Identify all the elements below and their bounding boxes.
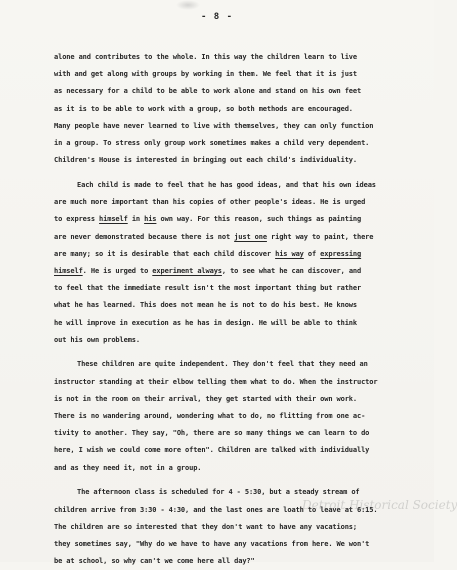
text-run: . He is urged to	[82, 266, 153, 275]
text-line	[54, 83, 410, 100]
document-body	[54, 49, 410, 570]
text-line	[54, 101, 410, 118]
text-run: be at school, so why can't we come here all day?"	[54, 557, 255, 566]
text-line	[54, 49, 410, 66]
text-line	[54, 177, 410, 194]
text-line	[54, 194, 410, 211]
text-run: is not in the room on their arrival, they get started with their own work.	[54, 394, 357, 403]
text-line	[54, 408, 410, 425]
paragraph	[54, 49, 410, 169]
text-run: alone and contributes to the whole. In this way the children learn to live	[54, 53, 357, 61]
page-number: - 8 -	[200, 12, 234, 22]
text-line	[54, 502, 410, 519]
text-run: in a group. To stress only group work sometimes makes a child very dependent.	[54, 139, 370, 148]
underlined-text: himself	[54, 266, 83, 275]
text-line	[54, 519, 410, 536]
text-line	[54, 152, 410, 169]
text-run: with and get along with groups by working in them. We feel that it is just	[54, 70, 357, 79]
text-run: of	[303, 249, 321, 258]
text-run: Children's House is interested in bringing out each child's individuality.	[54, 156, 357, 165]
text-run: they sometimes say, "Why do we have to have any vacations from here. We won't	[54, 539, 370, 548]
paper-smudge	[176, 0, 200, 10]
text-run: children arrive from 3:30 - 4:30, and the last ones are loath to leave at 6:15.	[54, 505, 378, 514]
underlined-text: his way	[275, 249, 304, 258]
text-run: and as they need it, not in a group.	[54, 463, 202, 472]
text-run: in	[127, 215, 145, 224]
text-run: are never demonstrated because there is not	[54, 232, 235, 241]
text-line	[54, 425, 410, 442]
text-line	[54, 246, 410, 263]
underlined-text: his	[144, 215, 157, 224]
text-line	[54, 280, 410, 297]
text-run: as it is to be able to work with a group, so both methods are encouraged.	[54, 104, 353, 113]
text-run: he will improve in execution as he has in design. He will be able to think	[54, 318, 357, 327]
text-line	[54, 536, 410, 553]
text-line	[54, 484, 410, 501]
text-line	[54, 135, 410, 152]
text-run: to express	[54, 215, 100, 224]
text-line	[54, 374, 410, 391]
underlined-text: expressing	[320, 249, 362, 258]
paragraph	[54, 356, 410, 476]
text-run: The afternoon class is scheduled for 4 - 5:30, but a steady stream of	[77, 488, 360, 497]
underlined-text: experiment always	[152, 266, 222, 275]
text-run: to feel that the immediate result isn't the most important thing but rather	[54, 284, 362, 293]
text-run: are much more important than his copies of other people's ideas. He is urged	[54, 198, 366, 207]
text-run: There is no wandering around, wondering what to do, no flitting from one ac-	[54, 412, 366, 421]
text-run: out his own problems.	[54, 335, 140, 344]
text-run: as necessary for a child to be able to work alone and stand on his own feet	[54, 87, 362, 96]
text-line	[54, 297, 410, 314]
text-run: tivity to another. They say, "Oh, there are so many things we can learn to do	[54, 429, 370, 438]
paragraph	[54, 177, 410, 349]
text-line	[54, 229, 410, 246]
underlined-text: just one	[234, 232, 267, 241]
text-run: own way. For this reason, such things as painting	[156, 215, 362, 224]
text-line	[54, 460, 410, 477]
watermark: Detroit Historical Society	[302, 498, 457, 512]
text-run: Each child is made to feel that he has good ideas, and that his own ideas	[77, 180, 376, 189]
text-line	[54, 263, 410, 280]
text-line	[54, 356, 410, 373]
text-line	[54, 118, 410, 135]
text-run: Many people have never learned to live with themselves, they can only function	[54, 121, 374, 130]
text-line	[54, 332, 410, 349]
text-line	[54, 315, 410, 332]
text-run: here, I wish we could come more often". Children are talked with individually	[54, 446, 370, 455]
text-line	[54, 66, 410, 83]
paragraph	[54, 484, 410, 570]
text-line	[54, 442, 410, 459]
text-run: what he has learned. This does not mean he is not to do his best. He knows	[54, 301, 357, 310]
text-run: instructor standing at their elbow telling them what to do. When the instructor	[54, 377, 378, 386]
text-line	[54, 553, 410, 570]
text-run: are many; so it is desirable that each child discover	[54, 249, 276, 258]
text-run: The children are so interested that they don't want to have any vacations;	[54, 522, 357, 531]
text-line	[54, 211, 410, 228]
underlined-text: himself	[99, 215, 128, 224]
text-line	[54, 391, 410, 408]
text-run: right way to paint, there	[266, 232, 374, 241]
text-run: These children are quite independent. They don't feel that they need an	[77, 360, 368, 369]
text-run: , to see what he can discover, and	[221, 266, 362, 275]
